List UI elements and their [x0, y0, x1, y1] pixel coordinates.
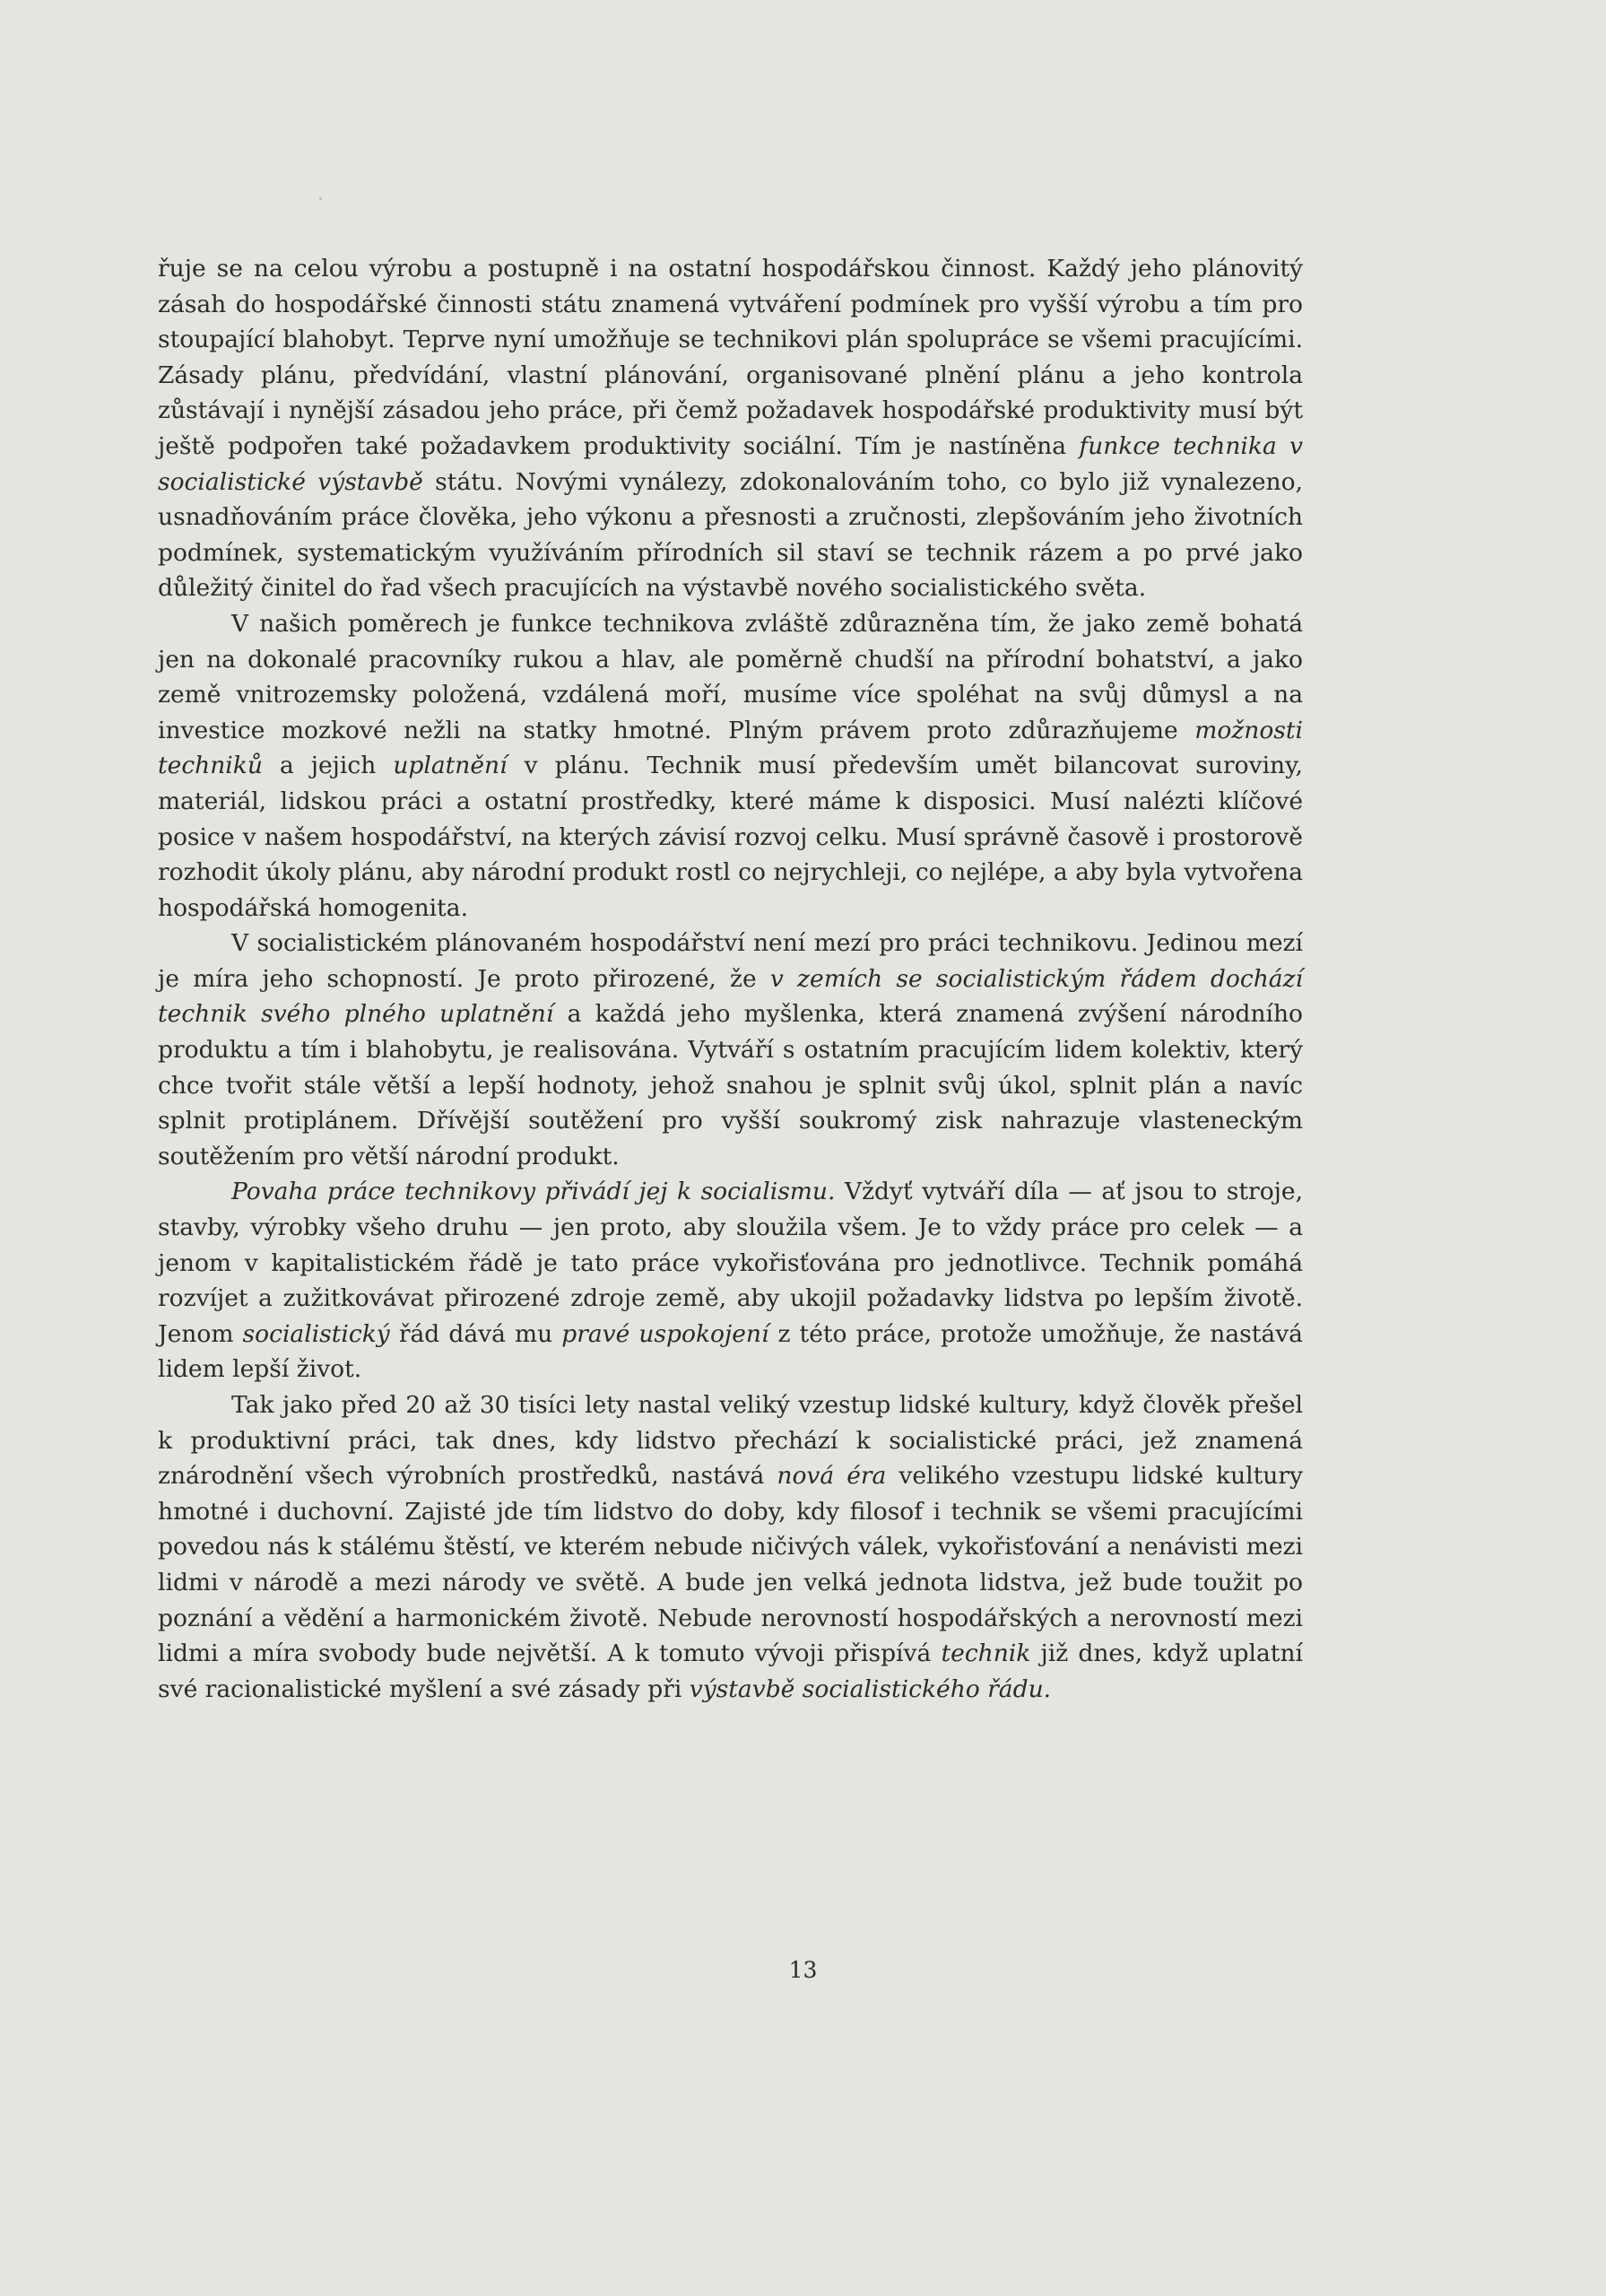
- text-run: již dnes, když uplatní své racionalistické myšlení a své zásady při: [158, 1639, 1303, 1703]
- paragraph-5: [158, 1387, 1303, 1707]
- text-run: velikého vzestupu lidské kultury hmotné i duchovní. Zajisté jde tím lidstvo do doby, kdy filosof i technik se všemi pracujícími povedou nás k stálému štěstí, ve kterém nebude ničivých válek, vykořisťování a nenávisti mezi lidmi v národě a mezi národy ve světě. A bude jen velká jednota lidstva, jež bude toužit po poznání a vědění a harmonickém životě. Nebude nerovností hospodářských a nerovností mezi lidmi a míra svobody bude největší. A k tomuto vývoji přispívá: [158, 1462, 1303, 1668]
- paragraph-3: [158, 926, 1303, 1174]
- paragraph-1: [158, 251, 1303, 606]
- text-run: v plánu. Technik musí především umět bilancovat suroviny, materiál, lidskou práci a ostatní prostředky, které máme k disposici. Musí nalézti klíčové posice v našem hospodářství, na kterých závisí rozvoj celku. Musí správně časově i prostorově rozhodit úkoly plánu, aby národní produkt rostl co nejrychleji, co nejlépe, a aby byla vytvořena hospodářská homogenita.: [158, 752, 1303, 922]
- text-run: státu. Novými vynálezy, zdokonalováním toho, co bylo již vynalezeno, usnadňováním práce člověka, jeho výkonu a přesnosti a zručnosti, zlepšováním jeho životních podmínek, systematickým využíváním přírodních sil staví se technik rázem a po prvé jako důležitý činitel do řad všech pracujících na výstavbě nového socialistického světa.: [158, 467, 1303, 603]
- text-run: V našich poměrech je funkce technikova zvláště zdůrazněna tím, že jako země bohatá jen na dokonalé pracovníky rukou a hlav, ale poměrně chudší na přírodní bohatství, a jako země vnitrozemsky položená, vzdálená moří, musíme více spoléhat na svůj důmysl a na investice mozkové nežli na statky hmotné. Plným právem proto zdůrazňujeme: [158, 609, 1303, 744]
- italic-run: výstavbě socialistického řádu.: [689, 1674, 1052, 1703]
- italic-run: socialistický: [242, 1319, 390, 1348]
- italic-run: nová éra: [777, 1462, 887, 1491]
- paragraph-2: [158, 606, 1303, 926]
- page-number: 13: [788, 1957, 818, 1983]
- text-run: řád dává mu: [389, 1319, 562, 1348]
- text-run: Tak jako před 20 až 30 tisíci lety nastal veliký vzestup lidské kultury, když člověk přešel k produktivní práci, tak dnes, kdy lidstvo přechází k socialistické práci, jež znamená znárodnění všech výrobních prostředků, nastává: [158, 1391, 1303, 1491]
- italic-run: technik: [941, 1639, 1031, 1668]
- paper-speck: [319, 197, 322, 200]
- italic-run: uplatnění: [393, 752, 508, 780]
- text-run: a jejich: [262, 752, 394, 780]
- italic-run: možnosti techniků: [158, 716, 1303, 780]
- body-text: [158, 251, 1303, 1707]
- text-run: řuje se na celou výrobu a postupně i na ostatní hospodářskou činnost. Každý jeho plánovitý zásah do hospodářské činnosti státu znamená vytváření podmínek pro vyšší výrobu a tím pro stoupající blahobyt. Teprve nyní umožňuje se technikovi plán spolupráce se všemi pracujícími. Zásady plánu, předvídání, vlastní plánování, organisované plnění plánu a jeho kontrola zůstávají i nynější zásadou jeho práce, při čemž požadavek hospodářské produktivity musí být ještě podpořen také požadavkem produktivity sociální. Tím je nastíněna: [158, 255, 1303, 460]
- paragraph-4: [158, 1174, 1303, 1387]
- italic-run: v zemích se socialistickým řádem dochází technik svého plného uplatnění: [158, 964, 1303, 1029]
- text-run: a každá jeho myšlenka, která znamená zvýšení národního produktu a tím i blahobytu, je realisována. Vytváří s ostatním pracujícím lidem kolektiv, který chce tvořit stále větší a lepší hodnoty, jehož snahou je splnit svůj úkol, splnit plán a navíc splnit protiplánem. Dřívější soutěžení pro vyšší soukromý zisk nahrazuje vlastenecký́m soutěžením pro větší národní produkt.: [158, 1000, 1304, 1170]
- italic-run: funkce technika v socialistické výstavbě: [158, 431, 1303, 496]
- text-run: z této práce, protože umožňuje, že nastává lidem lepší život.: [158, 1319, 1303, 1384]
- text-run: V socialistickém plánovaném hospodářství není mezí pro práci technikovu. Jedinou mezí je míra jeho schopností. Je proto přirozené, že: [158, 929, 1303, 993]
- italic-run: Povaha práce technikovy přivádí jej k socialismu.: [231, 1178, 836, 1206]
- italic-run: pravé uspokojení: [561, 1319, 769, 1348]
- text-run: Vždyť vytváří díla — ať jsou to stroje, stavby, výrobky všeho druhu — jen proto, aby sloužila všem. Je to vždy práce pro celek — a jenom v kapitalistickém řádě je tato práce vykořisťována pro jednotlivce. Technik pomáhá rozvíjet a zužitkovávat přirozené zdroje země, aby ukojil požadavky lidstva po lepším životě. Jenom: [158, 1178, 1303, 1348]
